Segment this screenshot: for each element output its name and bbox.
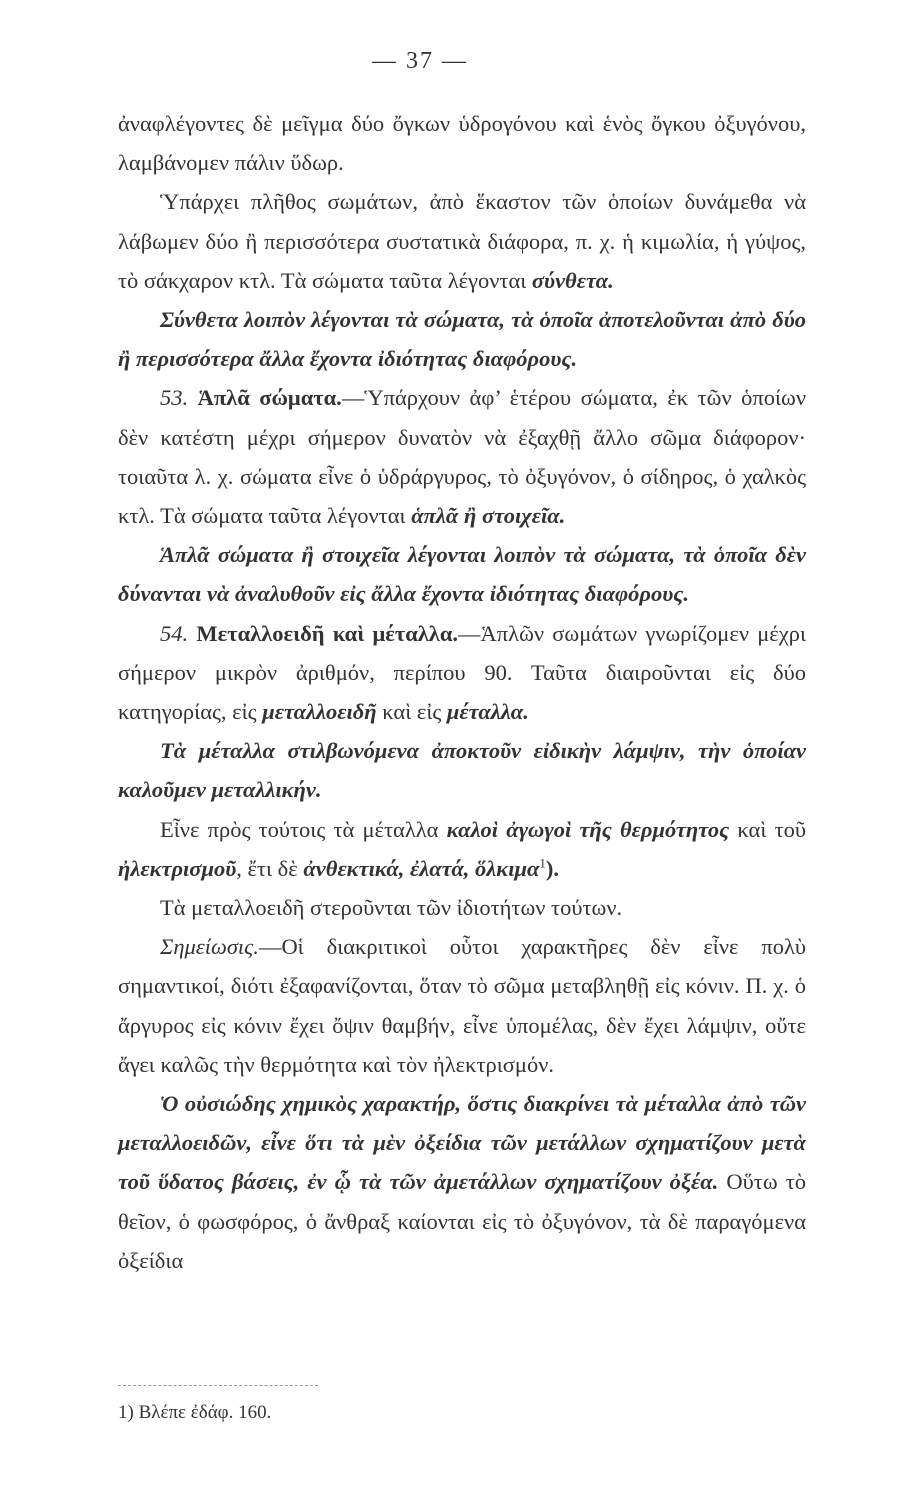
term-good-conductors: καλοὶ ἀγωγοὶ τῆς θερμότητος <box>446 816 730 842</box>
term-metals: μέταλλα. <box>446 699 529 725</box>
term-metalloids: μεταλλοειδῆ <box>262 699 377 725</box>
paragraph-10-note <box>118 927 806 1084</box>
paragraph-1 <box>118 104 806 182</box>
paragraph-5-text: Ἁπλᾶ σώματα ἢ στοιχεῖα λέγονται λοιπὸν τὰ σώματα, τὰ ὁποῖα δὲν δύνανται νὰ ἀναλυθοῦν εἰς ἄλλα ἔχοντα ἰδιότητας διαφόρους. <box>118 542 806 607</box>
paragraph-4-text: —Ὑπάρχουν ἀφ’ ἑτέρου σώματα, ἐκ τῶν ὁποίων δὲν κατέστη μέχρι σήμερον δυνατὸν νὰ ἐξαχθῇ ἄλλο σῶμα διάφορον· τοιαῦτα λ. χ. σώματα εἶνε ὁ ὑδράργυρος, τὸ ὀξυγόνον, ὁ σίδηρος, ὁ χαλκὸς κτλ. Τὰ σώματα ταῦτα λέγονται <box>118 385 806 529</box>
paragraph-2-text: Ὑπάρχει πλῆθος σωμάτων, ἀπὸ ἕκαστον τῶν ὁποίων δυνάμεθα νὰ λάβωμεν δύο ἢ περισσότερα συστατικὰ διάφορα, π. χ. ἡ κιμωλία, ἡ γύψος, τὸ σάκχαρον κτλ. Τὰ σώματα ταῦτα λέγονται <box>118 189 806 293</box>
section-heading-metalloids-metals: Μεταλλοειδῆ καὶ μέταλλα. <box>196 620 459 646</box>
section-number-53: 53. <box>160 385 189 411</box>
term-compound: σύνθετα. <box>531 267 614 293</box>
paragraph-5-definition <box>118 535 806 613</box>
paragraph-8-text-c: , ἔτι δὲ <box>236 855 304 881</box>
paragraph-1-text: ἀναφλέγοντες δὲ μεῖγμα δύο ὄγκων ὑδρογόνου καὶ ἑνὸς ὄγκου ὀξυγόνου, λαμβάνομεν πάλιν ὕδωρ. <box>118 111 806 176</box>
footnote-marker[interactable]: 1 <box>539 855 546 871</box>
paragraph-11-text: Οὕτω τὸ θεῖον, ὁ φωσφόρος, ὁ ἄνθραξ καίονται εἰς τὸ ὀξυγόνον, τὰ δὲ παραγόμενα ὀξείδια <box>118 1169 806 1273</box>
paragraph-3-definition <box>118 300 806 378</box>
paragraph-2 <box>118 182 806 300</box>
term-elements: ἁπλᾶ ἢ στοιχεῖα. <box>411 503 566 529</box>
paragraph-8 <box>118 810 806 888</box>
paragraph-8-text-d: ). <box>545 855 560 881</box>
paragraph-4 <box>118 378 806 535</box>
paragraph-10-text: —Οἱ διακριτικοὶ οὗτοι χαρακτῆρες δὲν εἶνε πολὺ σημαντικοί, διότι ἐξαφανίζονται, ὅταν τὸ σῶμα μεταβληθῇ εἰς κόνιν. Π. χ. ὁ ἄργυρος εἰς κόνιν ἔχει ὄψιν θαμβήν, εἶνε ὑπομέλας, δὲν ἔχει λάμψιν, οὔτε ἄγει καλῶς τὴν θερμότητα καὶ τὸν ἠλεκτρισμόν. <box>118 934 806 1077</box>
footnote-divider <box>118 1385 318 1386</box>
body-text <box>118 104 806 1280</box>
paragraph-11 <box>118 1084 806 1280</box>
paragraph-7-text: Τὰ μέταλλα στιλβωνόμενα ἀποκτοῦν εἰδικὴν λάμψιν, τὴν ὁποίαν καλοῦμεν μεταλλικήν. <box>118 738 806 803</box>
paragraph-9 <box>118 888 806 927</box>
term-electricity: ἠλεκτρισμοῦ <box>118 855 237 881</box>
page-number: — 37 — <box>372 48 468 74</box>
term-properties: ἀνθεκτικά, ἐλατά, ὅλκιμα <box>303 855 540 881</box>
paragraph-6 <box>118 614 806 732</box>
note-label: Σημείωσις. <box>160 934 259 960</box>
section-heading-simple-bodies: Ἁπλᾶ σώματα. <box>197 385 342 411</box>
paragraph-9-text: Τὰ μεταλλοειδῆ στεροῦνται τῶν ἰδιοτήτων τούτων. <box>160 895 623 921</box>
paragraph-11-principle: Ὁ οὐσιώδης χημικὸς χαρακτήρ, ὅστις διακρίνει τὰ μέταλλα ἀπὸ τῶν μεταλλοειδῶν, εἶνε ὅτι τὰ μὲν ὀξείδια τῶν μετάλλων σχηματίζουν μετὰ τοῦ ὕδατος βάσεις, ἐν ᾧ τὰ τῶν ἀμετάλλων σχηματίζουν ὀξέα. <box>118 1091 806 1195</box>
paragraph-6-text-a: —Ἁπλῶν σωμάτων γνωρίζομεν μέχρι σήμερον μικρὸν ἀριθμόν, περίπου 90. Ταῦτα διαιροῦνται εἰς δύο κατηγορίας, εἰς <box>118 620 807 725</box>
paragraph-8-text-b: καὶ τοῦ <box>729 816 806 842</box>
footnote: 1) Βλέπε ἐδάφ. 160. <box>118 1402 272 1423</box>
paragraph-8-text-a: Εἶνε πρὸς τούτοις τὰ μέταλλα <box>160 816 447 842</box>
section-number-54: 54. <box>160 620 189 646</box>
paragraph-3-text: Σύνθετα λοιπὸν λέγονται τὰ σώματα, τὰ ὁποῖα ἀποτελοῦνται ἀπὸ δύο ἢ περισσότερα ἄλλα ἔχοντα ἰδιότητας διαφόρους. <box>118 307 806 372</box>
paragraph-7-definition <box>118 731 806 809</box>
paragraph-6-text-b: καὶ εἰς <box>376 699 447 725</box>
